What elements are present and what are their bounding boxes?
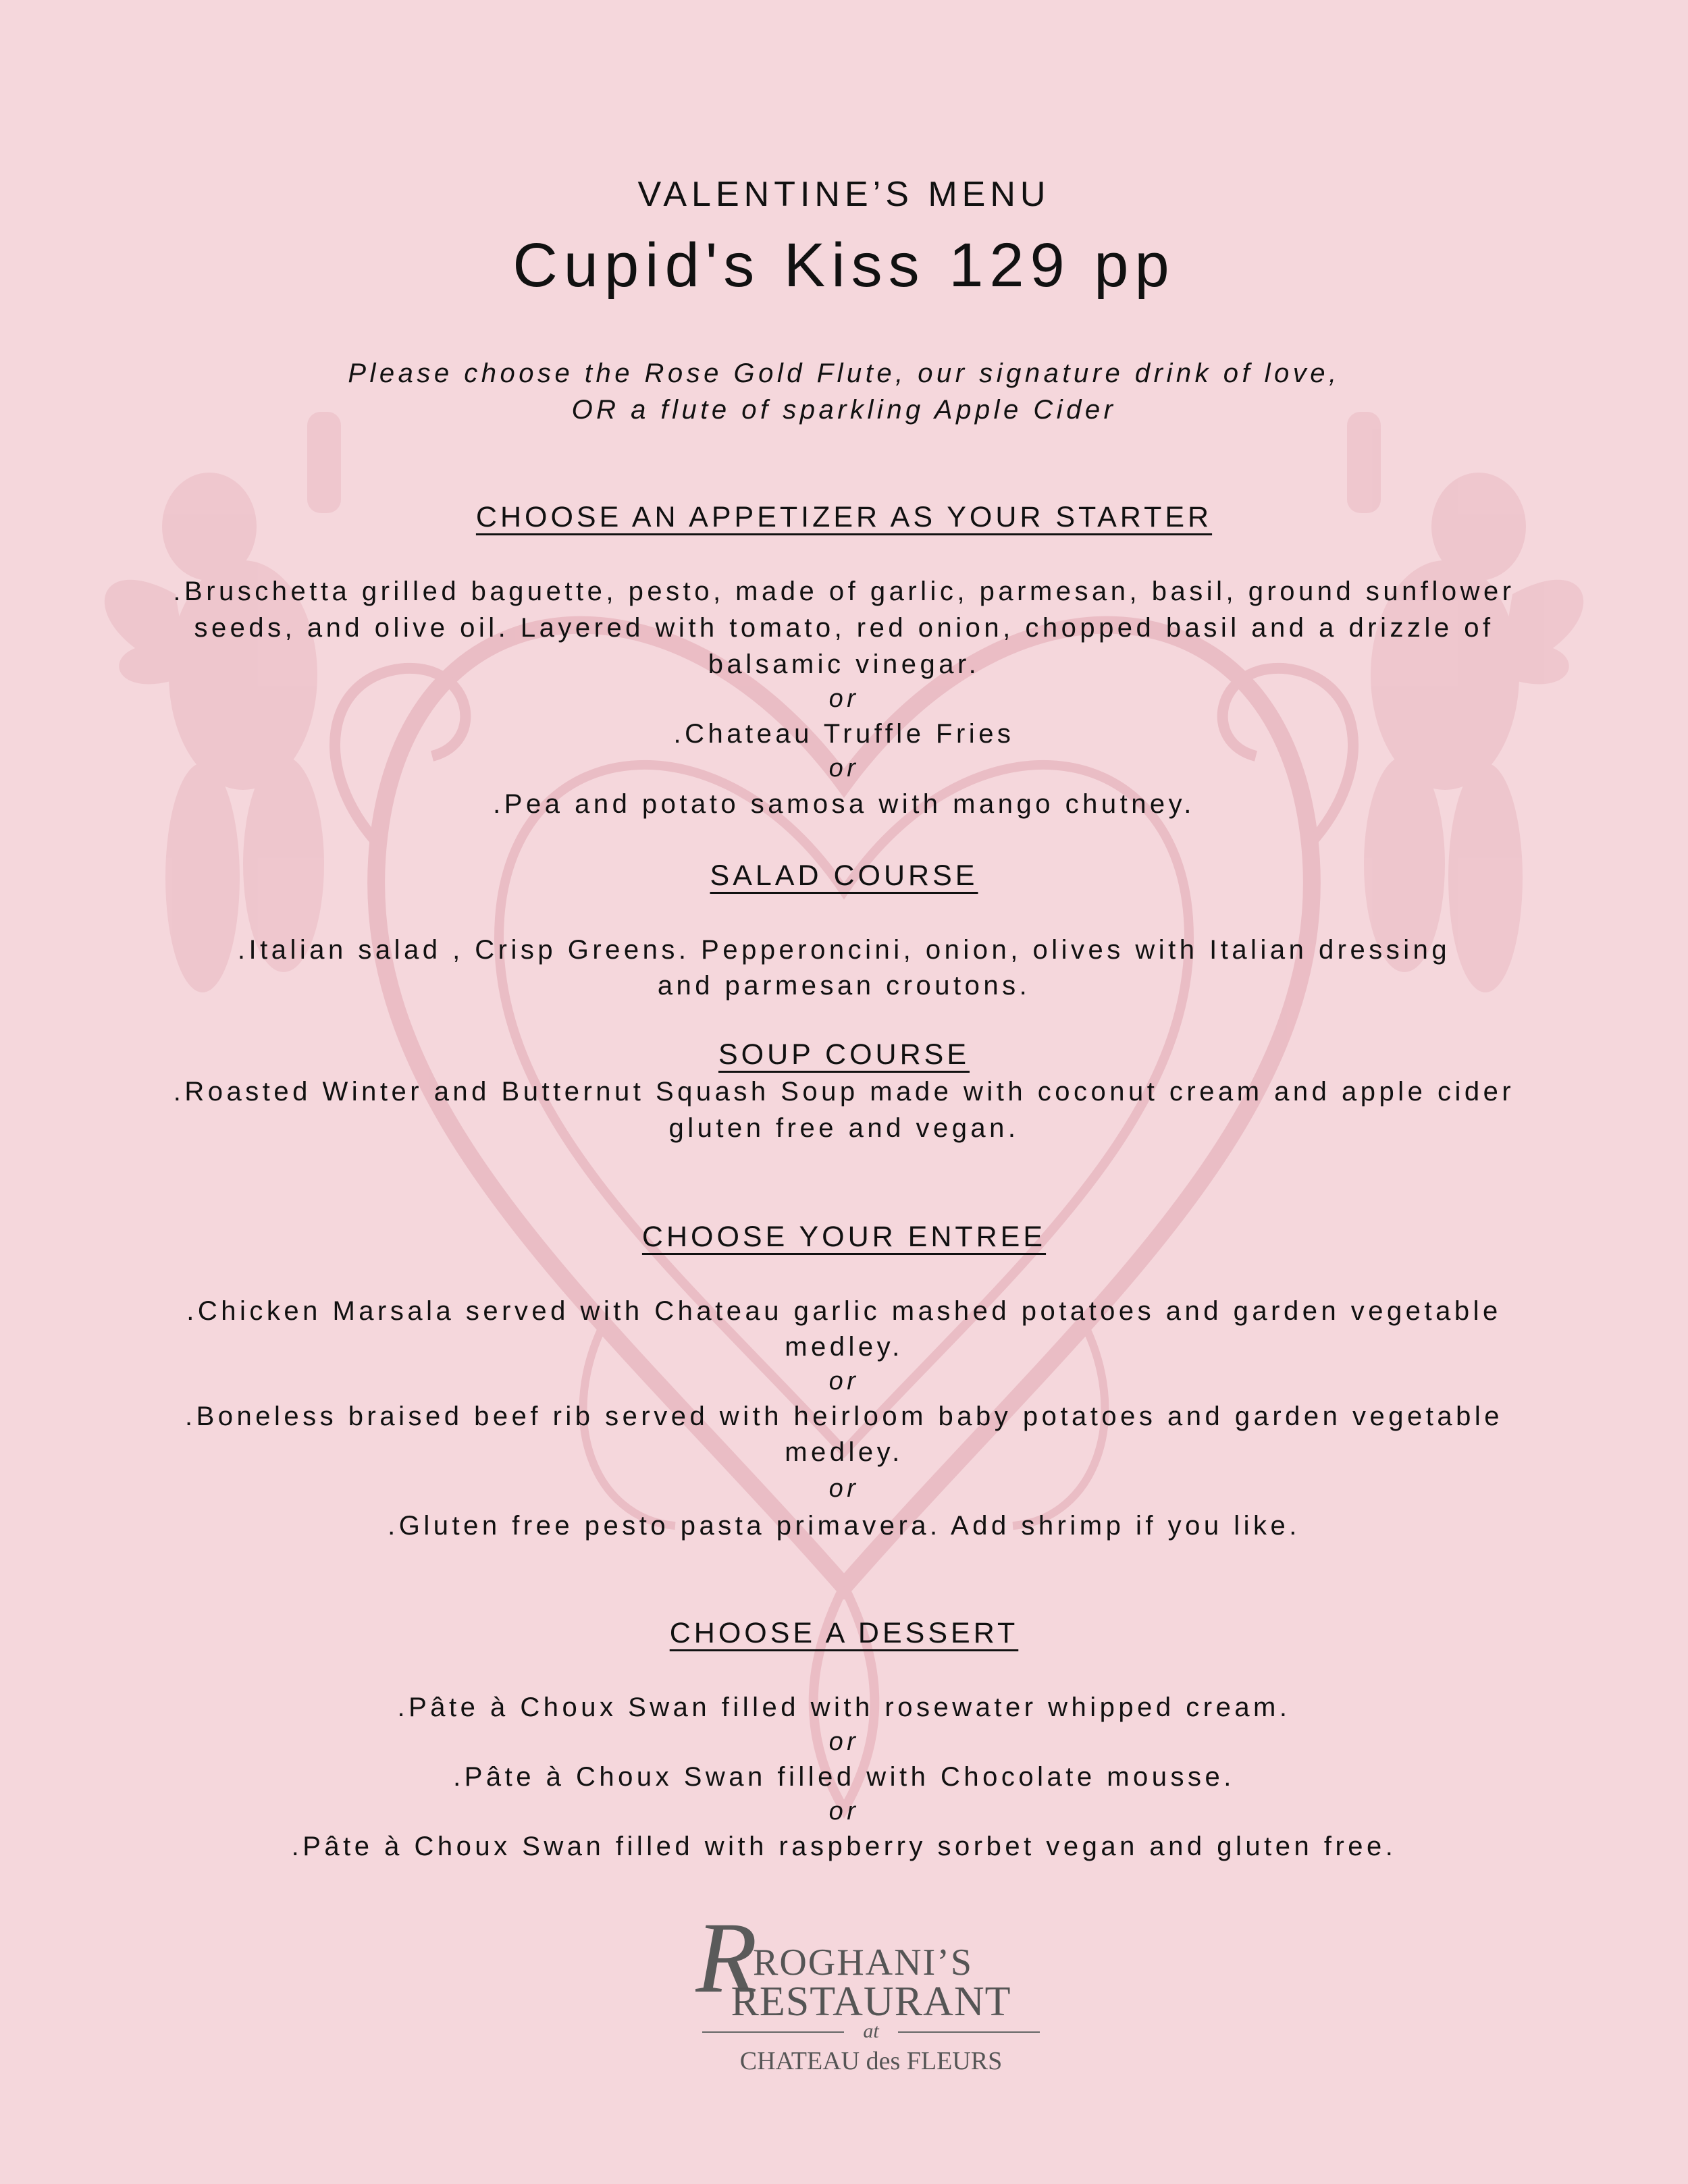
dessert-item-3: .Pâte à Choux Swan filled with raspberry sorbet vegan and gluten free. [291,1832,1397,1861]
restaurant-logo [695,1917,1047,2086]
appetizer-heading: CHOOSE AN APPETIZER AS YOUR STARTER [475,501,1213,533]
entree-item-3: .Gluten free pesto pasta primavera. Add shrimp if you like. [388,1511,1300,1541]
salad-heading: SALAD COURSE [710,859,978,892]
soup-item-1-line-2: gluten free and vegan. [668,1113,1020,1143]
logo-line-3: at [863,2020,879,2042]
dessert-item-2: .Pâte à Choux Swan filled with Chocolate mousse. [453,1762,1235,1792]
entree-item-1-line-1: .Chicken Marsala served with Chateau garlic mashed potatoes and garden vegetable [186,1296,1502,1326]
intro-line-2: OR a flute of sparkling Apple Cider [571,395,1117,425]
logo-initial-r: R [695,1917,758,2014]
or-separator: or [828,754,860,782]
entree-heading: CHOOSE YOUR ENTREE [641,1221,1047,1253]
appetizer-item-2: .Chateau Truffle Fries [673,719,1015,749]
entree-item-2-line-1: .Boneless braised beef rib served with heirloom baby potatoes and garden vegetable [185,1402,1503,1431]
soup-item-1-line-1: .Roasted Winter and Butternut Squash Soup made with coconut cream and apple cider [173,1077,1515,1107]
or-separator: or [828,1367,860,1395]
or-separator: or [828,1474,860,1503]
logo-line-1: ROGHANI’S [753,1942,973,1983]
appetizer-item-1-line-2: seeds, and olive oil. Layered with tomato, red onion, chopped basil and a drizzle of [194,613,1494,643]
dessert-item-1: .Pâte à Choux Swan filled with rosewater whipped cream. [397,1693,1291,1722]
menu-kicker: VALENTINE’S MENU [637,175,1051,214]
or-separator: or [828,685,860,713]
or-separator: or [828,1797,860,1826]
appetizer-item-1-line-3: balsamic vinegar. [708,649,980,679]
intro-line-1: Please choose the Rose Gold Flute, our signature drink of love, [348,358,1340,388]
entree-item-1-line-2: medley. [785,1332,903,1362]
logo-line-2: RESTAURANT [731,1979,1011,2025]
or-separator: or [828,1728,860,1756]
soup-heading: SOUP COURSE [718,1038,970,1071]
appetizer-item-1-line-1: .Bruschetta grilled baguette, pesto, made of garlic, parmesan, basil, ground sunflower [173,577,1515,606]
logo-line-4: CHATEAU des FLEURS [739,2047,1003,2075]
dessert-heading: CHOOSE A DESSERT [669,1617,1019,1649]
menu-title: Cupid's Kiss 129 pp [512,231,1176,300]
entree-item-2-line-2: medley. [785,1437,903,1467]
salad-item-1-line-2: and parmesan croutons. [657,971,1031,1001]
appetizer-item-3: .Pea and potato samosa with mango chutney. [493,789,1195,819]
salad-item-1-line-1: .Italian salad , Crisp Greens. Pepperoncini, onion, olives with Italian dressing [237,935,1451,965]
